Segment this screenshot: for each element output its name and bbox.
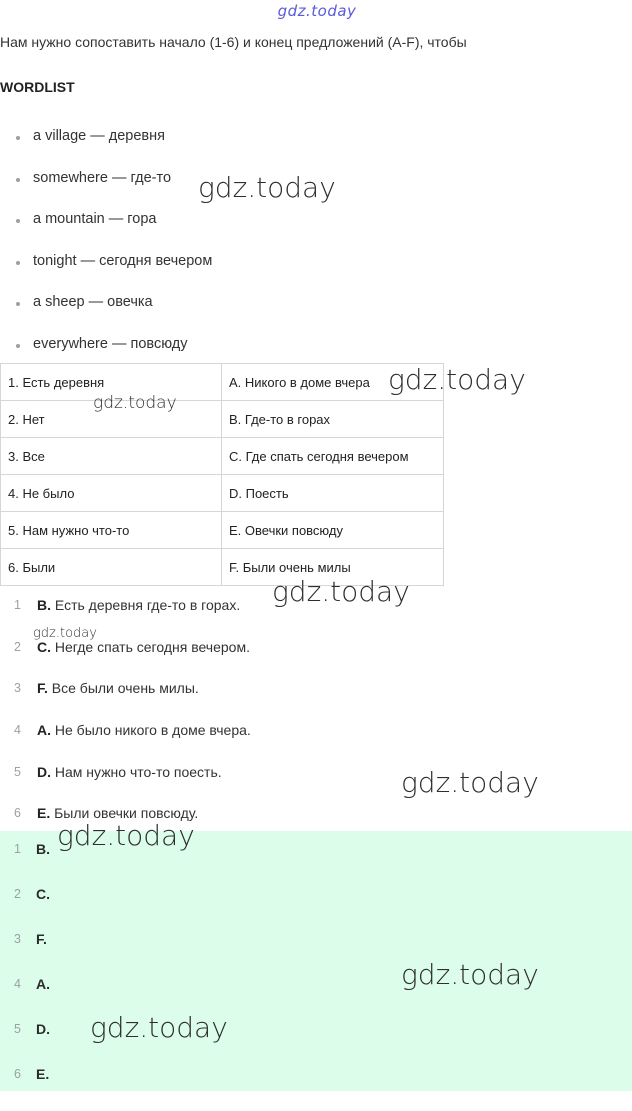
- answer-letter: D.: [36, 1021, 50, 1037]
- answer-number: 5: [14, 1022, 21, 1036]
- watermark: gdz.today: [93, 393, 177, 413]
- short-answer-item: [0, 1021, 50, 1066]
- answer-letter: D.: [37, 763, 51, 780]
- answer-text: Все были очень милы.: [47, 680, 199, 697]
- table-cell-end: B. Где-то в горах: [222, 401, 444, 438]
- table-cell-end: D. Поесть: [222, 475, 444, 512]
- answer-letter: C.: [37, 638, 51, 655]
- answer-number: 4: [14, 977, 21, 991]
- answer-text: Есть деревня где-то в горах.: [51, 597, 241, 613]
- table-row: [1, 438, 444, 475]
- table-row: [1, 364, 444, 401]
- short-answer-item: [0, 841, 50, 886]
- table-row: [1, 512, 444, 549]
- answer-letter: A.: [37, 722, 51, 739]
- answer-number: 1: [14, 598, 21, 612]
- answer-number: 3: [14, 932, 21, 946]
- watermark: gdz.today: [198, 171, 336, 204]
- short-answer-item: [0, 976, 50, 1021]
- answer-letter: F.: [37, 680, 48, 697]
- answer-number: 6: [14, 1067, 21, 1081]
- list-item: tonight — сегодня вечером: [16, 253, 212, 295]
- answer-item: [0, 680, 251, 722]
- table-cell-start: 2. Нет: [1, 401, 222, 438]
- table-row: [1, 401, 444, 438]
- table-cell-start: 6. Были: [1, 549, 222, 586]
- answer-number: 3: [14, 681, 21, 696]
- table-cell-start: 4. Не было: [1, 475, 222, 512]
- table-cell-end: F. Были очень милы: [222, 549, 444, 586]
- answer-letter: E.: [37, 805, 51, 822]
- short-answer-item: [0, 1066, 50, 1111]
- answer-text: Негде спать сегодня вечером.: [51, 638, 250, 655]
- answer-number: 2: [14, 639, 21, 654]
- list-item: everywhere — повсюду: [16, 336, 212, 378]
- table-cell-end: A. Никого в доме вчера: [222, 364, 444, 401]
- matching-table: [0, 363, 444, 586]
- answer-item: [0, 764, 251, 806]
- list-item: a sheep — овечка: [16, 294, 212, 336]
- answer-letter: B.: [36, 841, 50, 857]
- list-item: a mountain — гора: [16, 211, 212, 253]
- answer-item: [0, 639, 251, 681]
- answer-text: Нам нужно что-то поесть.: [51, 763, 222, 780]
- answer-number: 6: [14, 806, 21, 821]
- wordlist-heading: WORDLIST: [0, 79, 75, 95]
- watermark: gdz.today: [90, 1011, 228, 1044]
- answer-number: 4: [14, 723, 21, 738]
- short-answer-list: [0, 841, 50, 1111]
- answer-letter: F.: [36, 931, 47, 947]
- watermark: gdz.today: [401, 958, 539, 991]
- short-answer-item: [0, 931, 50, 976]
- site-logo[interactable]: gdz.today: [277, 2, 357, 20]
- watermark: gdz.today: [388, 363, 526, 396]
- list-item: somewhere — где-то: [16, 170, 212, 212]
- short-answer-item: [0, 886, 50, 931]
- table-cell-start: 1. Есть деревня: [1, 364, 222, 401]
- answer-text: Не было никого в доме вчера.: [51, 722, 251, 739]
- answer-letter: B.: [37, 597, 51, 613]
- table-cell-end: E. Овечки повсюду: [222, 512, 444, 549]
- answer-letter: A.: [36, 976, 50, 992]
- watermark: gdz.today: [57, 819, 195, 852]
- answer-letter: C.: [36, 886, 50, 902]
- wordlist: [16, 128, 212, 378]
- answer-number: 5: [14, 764, 21, 779]
- watermark: gdz.today: [272, 575, 410, 608]
- table-cell-end: C. Где спать сегодня вечером: [222, 438, 444, 475]
- intro-text: Нам нужно сопоставить начало (1-6) и конец предложений (A-F), чтобы: [0, 34, 467, 50]
- table-cell-start: 5. Нам нужно что-то: [1, 512, 222, 549]
- answer-number: 2: [14, 887, 21, 901]
- table-row: [1, 475, 444, 512]
- answer-number: 1: [14, 842, 21, 856]
- answer-letter: E.: [36, 1066, 50, 1082]
- list-item: a village — деревня: [16, 128, 212, 170]
- watermark: gdz.today: [33, 626, 97, 641]
- watermark: gdz.today: [401, 766, 539, 799]
- table-cell-start: 3. Все: [1, 438, 222, 475]
- answer-item: [0, 722, 251, 764]
- answer-text: Были овечки повсюду.: [50, 805, 199, 822]
